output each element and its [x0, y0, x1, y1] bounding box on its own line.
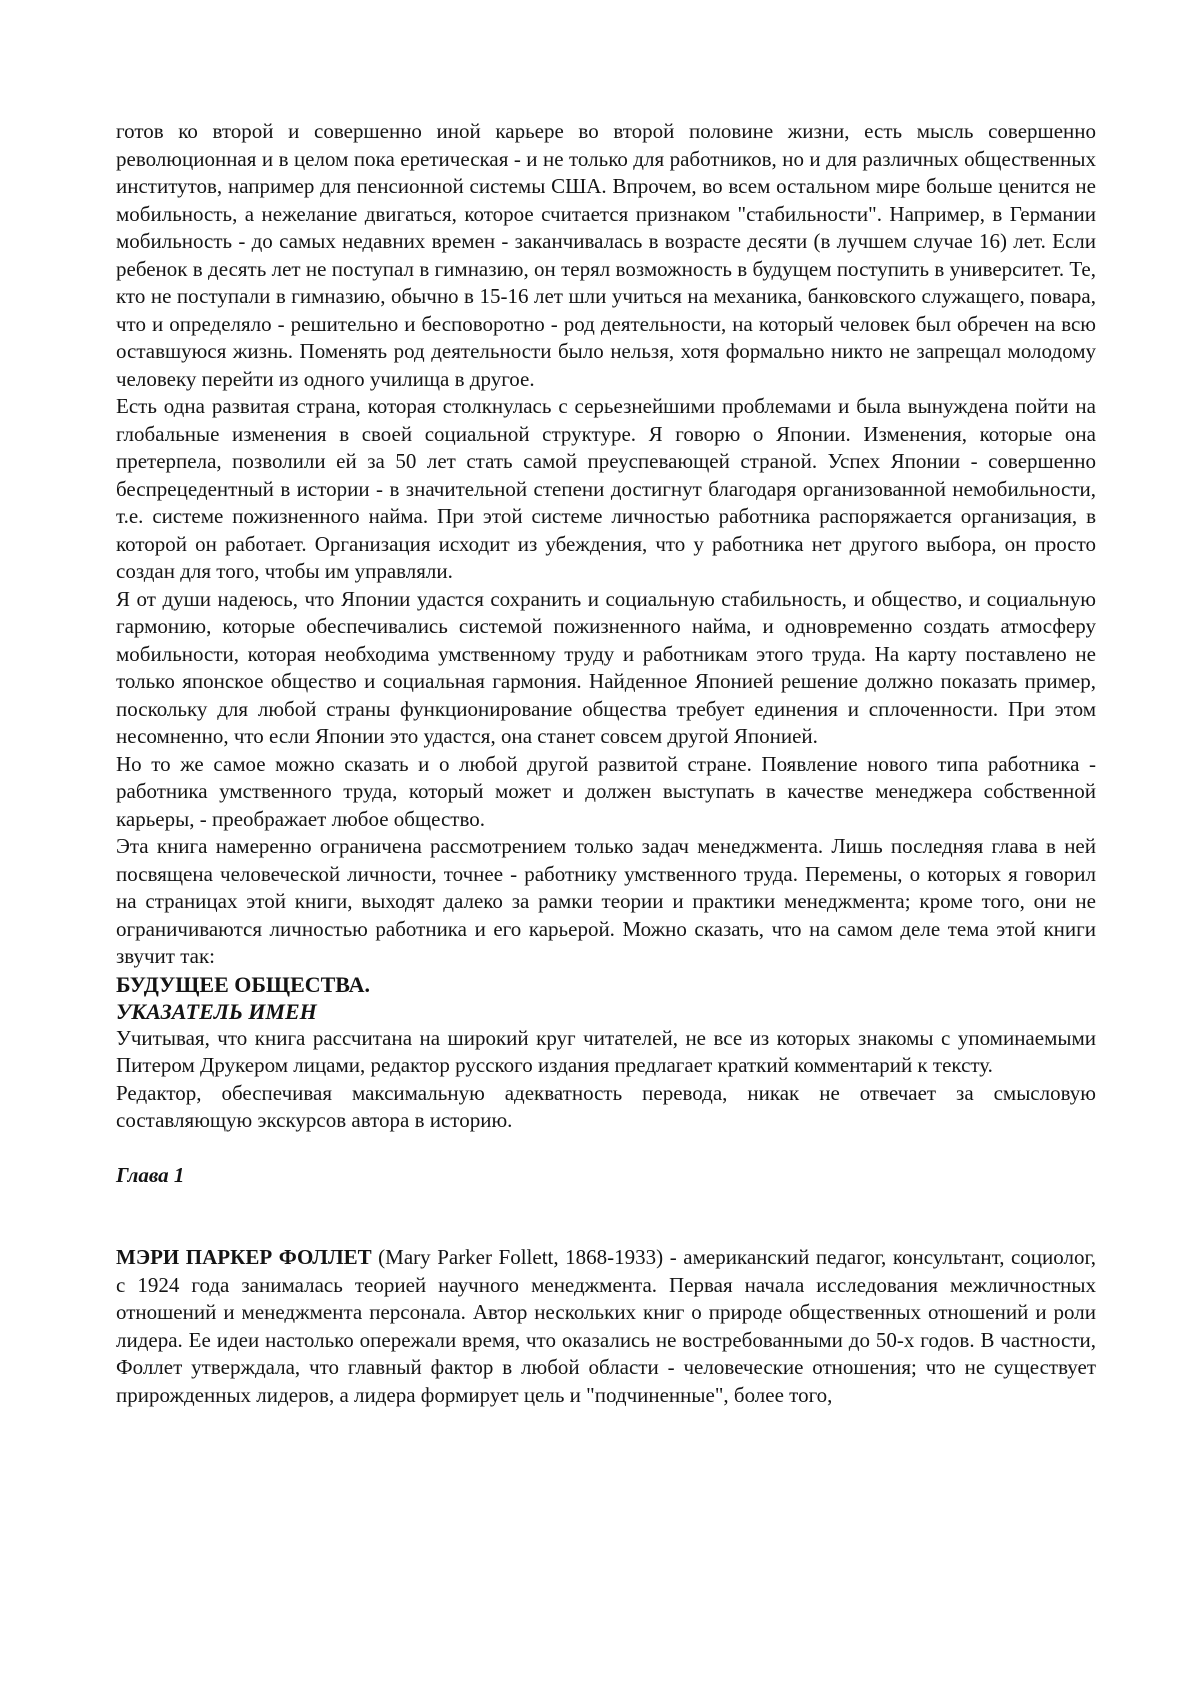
bio-text: (Mary Parker Follett, 1868-1933) - американский педагог, консультант, социолог, с 1924 года занималась теорией научного менеджмента. Первая начала исследования межличностных отношений и менеджмента персонала. Автор нескольких книг о природе общественных отношений и роли лидера. Ее идеи настолько опережали время, что оказались не востребованными до 50-х годов. В частности, Фоллет утверждала, что главный фактор в любой области - человеческие отношения; что не существует прирожденных лидеров, а лидера формирует цель и "подчиненные", более того, [116, 1245, 1096, 1407]
body-paragraph-2: Есть одна развитая страна, которая столкнулась с серьезнейшими проблемами и была вынуждена пойти на глобальные изменения в своей социальной структуре. Я говорю о Японии. Изменения, которые она претерпела, позволили ей за 50 лет стать самой преуспевающей страной. Успех Японии - совершенно беспрецедентный в истории - в значительной степени достигнут благодаря организованной немобильности, т.е. системе пожизненного найма. При этой системе личностью работника распоряжается организация, в которой он работает. Организация исходит из убеждения, что у работника нет другого выбора, он просто создан для того, чтобы им управляли. [116, 394, 1096, 583]
body-paragraph-4: Но то же самое можно сказать и о любой другой развитой стране. Появление нового типа работника - работника умственного труда, который может и должен выступать в качестве менеджера собственной карьеры, - преображает любое общество. [116, 751, 1096, 831]
chapter-heading: Глава 1 [116, 1162, 185, 1187]
bio-name: МЭРИ ПАРКЕР ФОЛЛЕТ [116, 1245, 372, 1269]
body-paragraph-3: Я от души надеюсь, что Японии удастся сохранить и социальную стабильность, и общество, и социальную гармонию, которые обеспечивались системой пожизненного найма, и одновременно создать атмосферу мобильности, которая необходима умственному труду и работникам этого труда. На карту поставлено не только японское общество и социальная гармония. Найденное Японией решение должно показать пример, поскольку для любой страны функционирование общества требует единения и сплоченности. При этом несомненно, что если Японии это удастся, она станет совсем другой Японией. [116, 586, 1096, 748]
index-heading: УКАЗАТЕЛЬ ИМЕН [116, 998, 317, 1024]
text-column [116, 118, 1096, 1409]
index-intro-paragraph: Учитывая, что книга рассчитана на широкий круг читателей, не все из которых знакомы с упоминаемыми Питером Друкером лицами, редактор русского издания предлагает краткий комментарий к тексту. [116, 1025, 1096, 1077]
index-editor-note: Редактор, обеспечивая максимальную адекватность перевода, никак не отвечает за смысловую составляющую экскурсов автора в историю. [116, 1080, 1096, 1132]
bio-entry [116, 1244, 1096, 1409]
closing-heading: БУДУЩЕЕ ОБЩЕСТВА. [116, 971, 370, 997]
body-paragraph-5: Эта книга намеренно ограничена рассмотрением только задач менеджмента. Лишь последняя глава в ней посвящена человеческой личности, точнее - работнику умственного труда. Перемены, о которых я говорил на страницах этой книги, выходят далеко за рамки теории и практики менеджмента; кроме того, они не ограничиваются личностью работника и его карьерой. Можно сказать, что на самом деле тема этой книги звучит так: [116, 834, 1096, 968]
body-paragraph-1: готов ко второй и совершенно иной карьере во второй половине жизни, есть мысль совершенно революционная и в целом пока еретическая - и не только для работников, но и для различных общественных институтов, например для пенсионной системы США. Впрочем, во всем остальном мире больше ценится не мобильность, а нежелание двигаться, которое считается признаком "стабильности". Например, в Германии мобильность - до самых недавних времен - заканчивалась в возрасте десяти (в лучшем случае 16) лет. Если ребенок в десять лет не поступал в гимназию, он терял возможность в будущем поступить в университет. Те, кто не поступали в гимназию, обычно в 15-16 лет шли учиться на механика, банковского служащего, повара, что и определяло - решительно и бесповоротно - род деятельности, на который человек был обречен на всю оставшуюся жизнь. Поменять род деятельности было нельзя, хотя формально никто не запрещал молодому человеку перейти из одного училища в другое. [116, 119, 1096, 391]
